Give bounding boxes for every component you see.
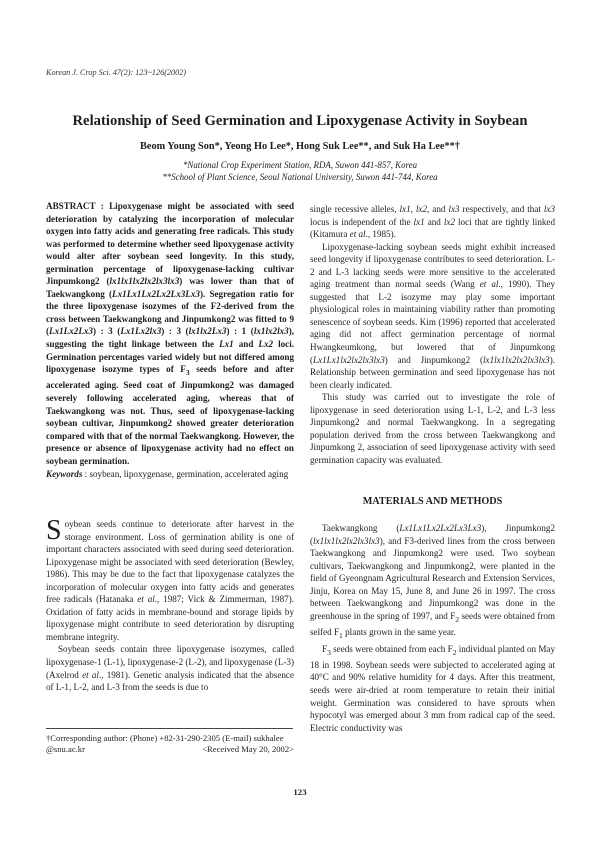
gene-locus: Lx2 [258, 339, 274, 350]
abstract-text: seeds before and after accelerated aging. Seed coat of Jinpumkong2 was damaged severely following accelerated aging, whereas that of Taekwangkong was not. Thus, seed of lipoxygenase-lacking soybean cultivar, Jinpumkong2 showed greater deterioration compared with that of the normal Taekwangkong. However, the presence or absence of lipoxygenase activity had no effect on soybean germination. [46, 364, 294, 466]
body-text: ., 1990). They suggested that L-2 isozyme may play some important physiological roles in maintaining viability rather than promoting senescence of soybean seeds. Kim (1996) reported that accelerated aging did not affect germination percentage of normal Hwangkeumkong, but lowered that of Jinpumkong ( [310, 279, 555, 365]
body-text: locus is independent of the [310, 216, 414, 227]
abstract-text: Lipoxygenase might be associated with seed deterioration by catalyzing the incorporation of molecular oxygen into fatty acids and generating free radicals. This study was performed to determine whether seed lipoxygenase activity would alter after soybean seed longevity. In this study, germination percentage of lipoxygenase-lacking cultivar Jinpumkong2 ( [46, 201, 295, 287]
subscript: 2 [455, 614, 460, 624]
paper-title: Relationship of Seed Germination and Lipoxygenase Activity in Soybean [72, 113, 528, 129]
body-text: seeds were obtained from selfed F [310, 610, 555, 638]
abstract-label: ABSTRACT : [46, 201, 110, 211]
footnote-divider [46, 728, 293, 729]
subscript: 2 [452, 647, 457, 657]
gene-locus: lx3 [543, 204, 556, 214]
gene-locus: lx1 [399, 204, 411, 214]
gene-locus: lx2 [415, 204, 428, 214]
intro-text: oybean seeds continue to deteriorate after harvest in the storage environment. Loss of germination ability is one of important characters associated with seed during seed deterioration. Lipoxygenase might be associated with seed deterioration (Bewley, 1986). This may be due to the fact that lipoxygenase catalyzes the incorporation of molecular oxygen into fatty acids and generates free radicals (Hatanaka [46, 519, 294, 605]
body-text: Lipoxygenase-lacking soybean seeds might exhibit increased seed longevity if lipoxygenase contributes to seed deterioration. L-2 and L-3 lacking seeds were more sensitive to the accelerated aging treatment than normal seeds (Wang [310, 241, 555, 290]
genotype: lx1lx2lx3 [253, 326, 289, 337]
keywords [46, 468, 294, 481]
received-date: <Received May 20, 2002> [202, 744, 294, 754]
affiliation-2: **School of Plant Science, Seoul National University, Suwon 441-744, Korea [162, 172, 438, 182]
intro-text: Soybean seeds contain three lipoxygenase isozymes, called lipoxygenase-1 (L-1), lipoxygenase-2 (L-2), and lipoxygenase (L-3) (Axelrod [46, 644, 294, 680]
genotype: Lx1Lx1Lx2Lx2Lx3Lx3 [399, 523, 482, 533]
email-domain: @snu.ac.kr [46, 744, 85, 754]
body-text: , and [427, 204, 449, 214]
corresponding-author: †Corresponding author: (Phone) +82-31-290-2305 (E-mail) sukhalee [46, 733, 284, 743]
gene-locus: lx1 [413, 216, 425, 227]
genotype: Lx1Lx2lx3 [120, 326, 162, 337]
gene-locus: lx3 [448, 204, 460, 214]
footnote [46, 733, 294, 755]
body-text: ). Relationship between germination and seed lipoxygenase has not been clearly indicated. [310, 354, 555, 390]
body-text: F [322, 643, 328, 654]
gene-locus: Lx1 [219, 339, 234, 350]
section-heading-methods: MATERIALS AND METHODS [362, 496, 503, 507]
subscript: 3 [327, 647, 331, 657]
abstract-text: ), suggesting the tight linkage between the [46, 326, 295, 350]
abstract-text: ) : 3 ( [92, 326, 121, 337]
keywords-label: Keywords [46, 469, 83, 479]
genotype: Lx1Lx1Lx2Lx2Lx3Lx3 [112, 288, 200, 299]
right-column-intro [310, 203, 555, 466]
introduction [46, 515, 294, 694]
et-al: et al [349, 229, 366, 240]
abstract-text: ). Segregation ratio for the three lipoxygenase isozymes of the F2-derived from the cross between Taekwangkong and Jinpumkong2 was fitted to 9 ( [46, 288, 294, 337]
intro-text: ., 1981). Genetic analysis indicated that the absence of L-1, L-2, and L-3 from the seeds is due to [46, 669, 294, 693]
body-text: seeds were obtained from each F [330, 643, 453, 654]
body-text: ) and Jinpumkong2 ( [384, 354, 484, 365]
abstract-text: loci. Germination percentages varied widely but not differed among lipoxygenase isozyme types of F [46, 339, 295, 375]
body-text: respectively, and that [459, 204, 544, 214]
et-al: et al [137, 594, 155, 605]
genotype: lx1lx2Lx3 [188, 326, 227, 337]
body-text: ), and F3-derived lines from the cross between Taekwangkong and Jinpumkong2 were used. Two soybean cultivars, Taekwangkong and Jinpumkong2, were planted in the field of Gyeongnam Agricultural Research and Extension Services, Jinju, Korea on May 15, June 8, and June 26 in 1997. The cross between Taekwangkong and Jinpumkong2 was done in the greenhouse in the spring of 1997, and F [310, 535, 555, 621]
genotype: lx1lx1lx2lx2lx3lx3 [483, 354, 550, 365]
page-number: 123 [293, 787, 307, 797]
et-al: et al [479, 279, 499, 290]
drop-cap: S [46, 515, 62, 546]
genotype: Lx1Lx2Lx3 [49, 326, 93, 337]
affiliation-1: *National Crop Experiment Station, RDA, Suwon 441-857, Korea [182, 160, 418, 170]
body-text: single recessive alleles, [310, 204, 400, 214]
et-al: et al [82, 669, 99, 680]
intro-text: ., 1987; Vick & Zimmerman, 1987). Oxidation of fatty acids in membrane-bound and storage lipids by lipoxygenase might contribute to seed deterioration by disrupting membrane integrity. [46, 594, 294, 642]
journal-citation: Korean J. Crop Sci. 47(2): 123~126(2002) [46, 68, 187, 77]
methods-text [310, 522, 555, 734]
body-text: individual planted on May 18 in 1998. Soybean seeds were subjected to accelerated aging at 40°C and 90% relative humidity for 4 days. After this treatment, seeds were air-dried at room temperature to retain their initial weight. Germination was considered to have sprouts when hypocotyl was emerged about 3 mm from radical cap of the seed. Electric conductivity was [310, 643, 556, 733]
abstract-text: ) : 3 ( [161, 326, 189, 337]
body-text: ., 1985). [365, 229, 396, 240]
body-text: Taekwangkong ( [322, 523, 400, 533]
body-text: ), Jinpumkong2 ( [310, 523, 555, 546]
genotype: lx1lx1lx2lx2lx3lx3 [109, 276, 180, 287]
subscript: 1 [339, 631, 343, 640]
genotype: lx1lx1lx2lx2lx3lx3 [313, 535, 380, 546]
gene-locus: lx2 [443, 216, 455, 227]
abstract [46, 200, 294, 467]
abstract-text: ) was lower than that of Taekwangkong ( [46, 276, 294, 299]
genotype: Lx1Lx1lx2lx2lx3lx3 [313, 354, 385, 365]
body-text: plants grown in the same year. [342, 627, 456, 638]
body-text: and [424, 216, 444, 227]
abstract-text: ) : 1 ( [226, 326, 254, 337]
author-list: Beom Young Son*, Yeong Ho Lee*, Hong Suk Lee**, and Suk Ha Lee**† [140, 141, 460, 152]
body-text: , [410, 204, 416, 214]
body-text: This study was carried out to investigate the role of lipoxygenase in seed deterioration using L-1, L-2, and L-3 less Jinpumkong2 and normal Taekwangkong. In a segregating population derived from the cross between Taekwangkong and Jinpumkong 2, association of seed lipoxygenase activity with seed germination capacity was evaluated. [310, 392, 555, 465]
abstract-text: and [233, 339, 259, 350]
subscript: 3 [185, 367, 190, 377]
body-text: loci that are tightly linked (Kitamura [310, 216, 555, 240]
keywords-text: : soybean, lipoxygenase, germination, accelerated aging [82, 469, 289, 479]
